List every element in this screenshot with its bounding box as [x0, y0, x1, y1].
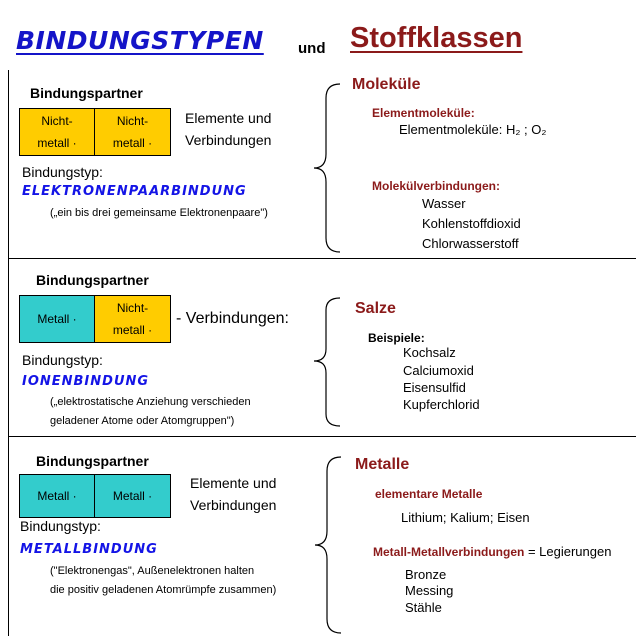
partner-box	[19, 295, 171, 343]
curly-brace	[312, 296, 342, 430]
partner-label: Bindungspartner	[36, 272, 149, 288]
bindungstyp-label: Bindungstyp:	[22, 352, 103, 368]
partner-description: Elemente und Verbindungen	[185, 110, 272, 148]
title-und: und	[298, 40, 326, 57]
group-heading-row	[373, 544, 611, 559]
partner-description: Elemente und Verbindungen	[190, 475, 277, 513]
cell-metall	[20, 475, 95, 517]
group-item: Kohlenstoffdioxid	[422, 216, 521, 231]
partner-label: Bindungspartner	[36, 453, 149, 469]
partner-description: - Verbindungen:	[176, 310, 289, 327]
partner-box	[19, 474, 171, 518]
group-item: Elementmoleküle: H₂ ; O₂	[399, 122, 547, 137]
group-item: Calciumoxid	[403, 363, 474, 378]
group-item: Kochsalz	[403, 345, 456, 360]
group-heading: Elementmoleküle:	[372, 106, 475, 120]
bindungstyp-label: Bindungstyp:	[20, 518, 101, 534]
bond-type-name: ELEKTRONENPAARBINDUNG	[22, 184, 247, 199]
cell-label: Nicht- metall ·	[112, 114, 153, 150]
bond-type-name: IONENBINDUNG	[22, 374, 150, 389]
bindungstyp-label: Bindungstyp:	[22, 164, 103, 180]
cell-label: Metall ·	[37, 312, 77, 326]
class-title: Salze	[355, 300, 396, 317]
cell-metall	[20, 296, 95, 342]
cell-label: Metall ·	[37, 489, 77, 503]
cell-metall	[95, 475, 170, 517]
divider-2	[8, 436, 636, 437]
bond-type-name: METALLBINDUNG	[20, 542, 158, 557]
cell-nichtmetall	[95, 296, 170, 342]
bond-type-note: („ein bis drei gemeinsame Elektronenpaare")	[50, 207, 268, 219]
curly-brace	[312, 82, 342, 254]
group-heading-suffix: = Legierungen	[524, 544, 612, 559]
divider-1	[8, 258, 636, 259]
bond-type-note: („elektrostatische Anziehung verschieden geladener Atome oder Atomgruppen")	[50, 396, 251, 427]
group-item: Kupferchlorid	[403, 397, 480, 412]
class-title: Metalle	[355, 456, 410, 473]
group-item: Lithium; Kalium; Eisen	[401, 510, 530, 525]
curly-brace	[313, 455, 343, 635]
partner-label: Bindungspartner	[30, 85, 143, 101]
cell-nichtmetall	[20, 109, 95, 155]
cell-label: Metall ·	[112, 489, 153, 503]
group-heading: Metall-Metallverbindungen	[373, 545, 525, 559]
bond-type-note: ("Elektronengas", Außenelektronen halten die positiv geladenen Atomrümpfe zusammen)	[50, 565, 277, 596]
partner-box	[19, 108, 171, 156]
title-stoffklassen: Stoffklassen	[350, 22, 523, 54]
group-item: Wasser	[422, 196, 466, 211]
title-bindungstypen: BINDUNGSTYPEN	[16, 26, 264, 55]
class-title: Moleküle	[352, 76, 421, 93]
group-item: Stähle	[405, 600, 442, 615]
group-item: Chlorwasserstoff	[422, 236, 519, 251]
group-item: Bronze	[405, 567, 447, 582]
group-heading: Molekülverbindungen:	[372, 179, 501, 193]
left-border-line	[8, 70, 9, 636]
cell-label: Nicht- metall ·	[37, 114, 77, 150]
cell-nichtmetall	[95, 109, 170, 155]
group-heading: elementare Metalle	[375, 487, 483, 501]
group-heading: Beispiele:	[368, 331, 425, 345]
group-item: Messing	[405, 583, 454, 598]
cell-label: Nicht- metall ·	[112, 301, 153, 337]
group-item: Eisensulfid	[403, 380, 466, 395]
